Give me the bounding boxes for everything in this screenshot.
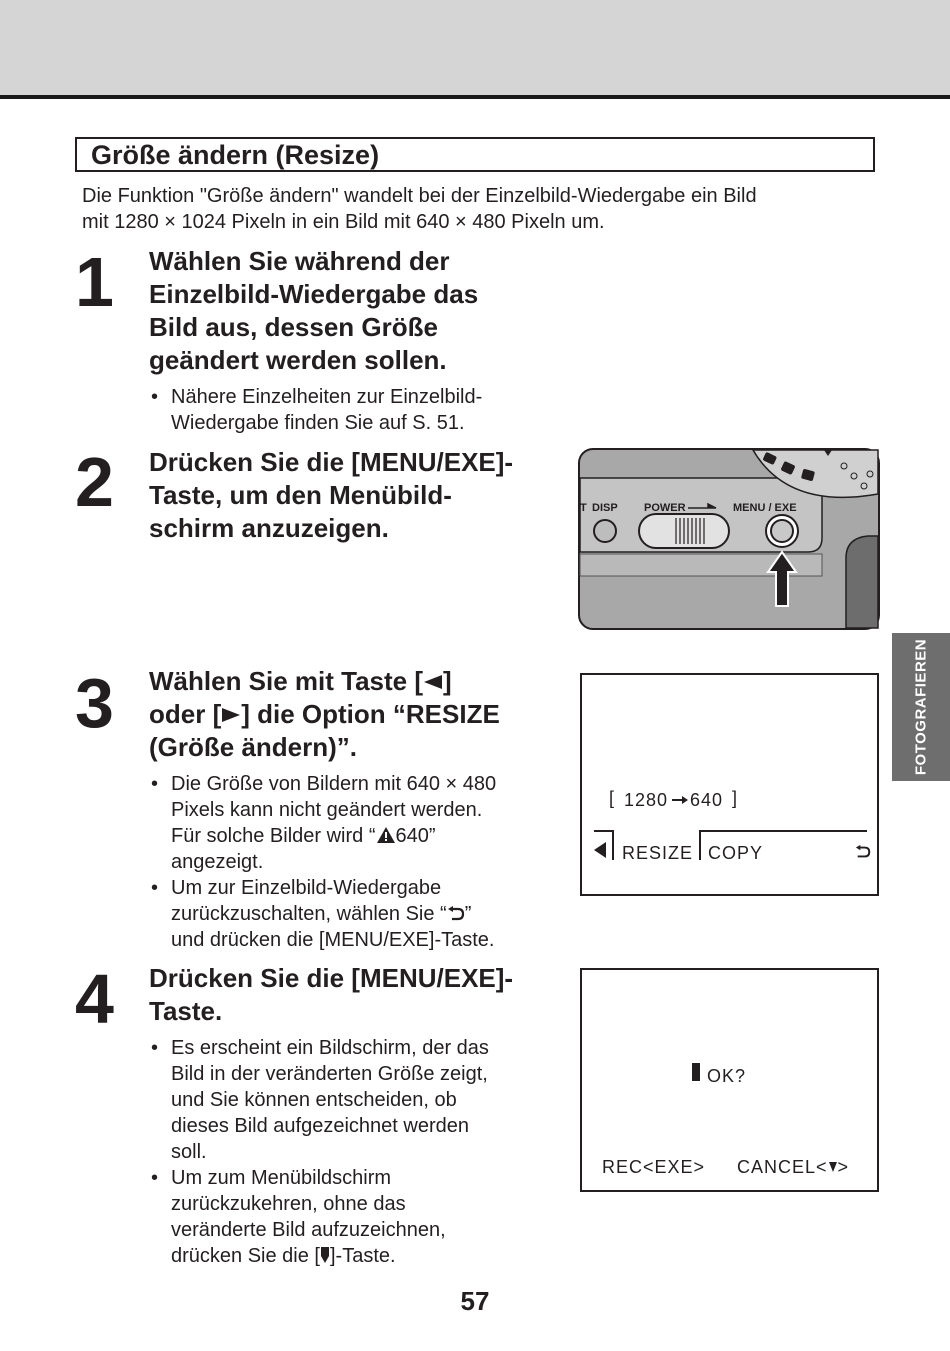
cursor-block [692,1063,700,1081]
menu-line [612,830,614,860]
cancel-label: CANCEL< [737,1157,828,1177]
menu-option-resize[interactable]: RESIZE [622,843,694,863]
size-bracket-close: ] [732,788,739,808]
heading-text: ] [443,666,452,696]
return-icon[interactable] [855,844,871,860]
menu-line [699,830,867,832]
camera-grip [846,536,878,628]
return-icon [447,906,465,922]
bullet-line: zurückzukehren, ohne das [171,1193,406,1215]
heading-text: Wählen Sie mit Taste [ [149,666,424,696]
page-number: 57 [460,1286,490,1316]
step-3-bullet [149,771,496,875]
bullet-line: Wiedergabe finden Sie auf S. 51. [171,412,465,434]
step-2-heading-line: Taste, um den Menübild- [149,480,452,510]
menu-option-copy[interactable]: COPY [708,843,764,863]
warning-label: 640 [395,825,429,847]
label-power: POWER [644,502,686,514]
warning-icon [376,826,396,844]
bullet-line: • Um zum Menübildschirm [171,1167,392,1189]
intro-line-1: Die Funktion "Größe ändern" wandelt bei der Einzelbild-Wiedergabe ein Bild [82,185,757,207]
step-1-heading [149,245,478,377]
disp-button[interactable] [594,520,616,542]
menu-exe-button[interactable] [771,520,793,542]
header-band [0,0,950,95]
side-tab-label: FOTOGRAFIEREN [912,638,930,776]
bullet-line: • Nähere Einzelheiten zur Einzelbild- [171,386,483,408]
step-1-bullets [149,384,482,436]
bullet-text: drücken Sie die [ [171,1245,320,1267]
step-3-number: 3 [75,664,114,742]
bullet-text: ” [428,825,436,847]
step-1-bullet [149,384,482,436]
label-disp: DISP [592,502,618,514]
size-to: 640 [690,790,724,810]
step-2-heading [149,446,513,545]
bullet-text: ]-Taste. [329,1245,396,1267]
cancel-option[interactable]: CANCEL< > [737,1157,850,1177]
lcd-resize-menu [580,673,879,896]
size-from: 1280 [624,790,669,810]
size-bracket-open: [ [609,788,616,808]
bullet-line: und drücken die [MENU/EXE]-Taste. [171,929,495,951]
bullet-line: Pixels kann nicht geändert werden. [171,799,483,821]
bullet-line: und Sie können entscheiden, ob [171,1089,457,1111]
bullet-text: Für solche Bilder wird “ [171,825,376,847]
label-edge: T [580,502,587,514]
bullet-line [171,823,496,849]
step-3-heading [149,665,500,764]
step-4-heading-line: Taste. [149,996,223,1026]
bullet-line: Bild in der veränderten Größe zeigt, [171,1063,488,1085]
step-4-bullet [149,1035,489,1165]
step-1-heading-line: geändert werden sollen. [149,345,447,375]
step-3-heading-line [149,665,500,698]
step-4-heading-line: Drücken Sie die [MENU/EXE]- [149,963,514,993]
bullet-line [171,1243,489,1269]
step-3-heading-line: (Größe ändern)”. [149,732,358,762]
step-1-heading-line: Wählen Sie während der [149,246,450,276]
step-3-heading-line [149,698,500,731]
size-arrow-icon [671,795,689,805]
heading-text: oder [ [149,699,222,729]
header-rule [0,95,950,99]
step-1-heading-line: Bild aus, dessen Größe [149,312,438,342]
step-2-heading-line: Drücken Sie die [MENU/EXE]- [149,447,514,477]
step-1-heading-line: Einzelbild-Wiedergabe das [149,279,479,309]
bullet-line: • Die Größe von Bildern mit 640 × 480 [171,773,497,795]
side-tab [892,633,950,781]
step-1-number: 1 [75,243,114,321]
step-4-number: 4 [75,960,114,1038]
intro-line-2: mit 1280 × 1024 Pixeln in ein Bild mit 640 × 480 Pixeln um. [82,211,605,233]
camera-illustration [578,448,880,630]
rec-option[interactable]: REC<EXE> [602,1157,706,1177]
step-4-heading [149,962,513,1028]
step-3-bullets [149,771,496,953]
right-arrow-icon [221,705,241,725]
bullet-text: ” [464,903,472,925]
step-3-bullet [149,875,496,953]
step-2-number: 2 [75,443,114,521]
bullet-line [171,901,496,927]
bullet-line: soll. [171,1141,207,1163]
bullet-line: veränderte Bild aufzuzeichnen, [171,1219,446,1241]
step-4-bullets [149,1035,489,1269]
bullet-line: • Es erscheint ein Bildschirm, der das [171,1037,489,1059]
lcd-confirm-screen [580,968,879,1192]
down-arrow-icon [320,1246,330,1264]
section-title: Größe ändern (Resize) [91,140,380,170]
left-arrow-icon [423,672,443,692]
step-2-heading-line: schirm anzuzeigen. [149,513,389,543]
section-title-box [75,137,875,172]
bullet-line: angezeigt. [171,851,264,873]
step-4-bullet [149,1165,489,1269]
bullet-line: • Um zur Einzelbild-Wiedergabe [171,877,442,899]
bullet-line: dieses Bild aufgezeichnet werden [171,1115,469,1137]
label-menu-exe: MENU / EXE [733,502,797,514]
left-arrow-icon [593,841,607,859]
menu-line [699,830,701,860]
bullet-text: zurückzuschalten, wählen Sie “ [171,903,447,925]
intro-paragraph [82,183,872,235]
down-arrow-icon [828,1161,838,1173]
confirm-prompt: OK? [707,1066,747,1086]
menu-line [594,830,612,832]
heading-text: ] die Option “RESIZE [241,699,500,729]
